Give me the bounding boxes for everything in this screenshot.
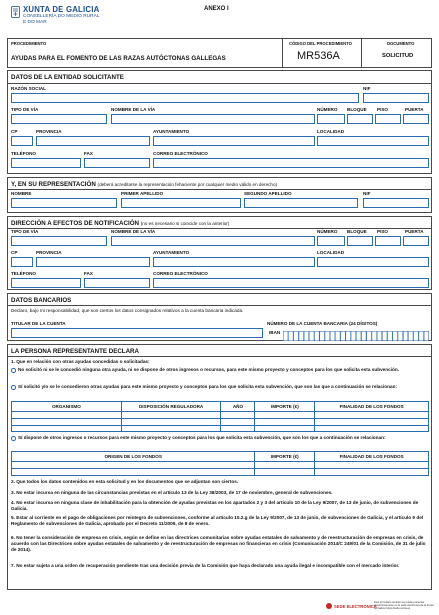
iban-field[interactable] xyxy=(283,328,429,338)
org-name: XUNTA DE GALICIA xyxy=(23,5,100,14)
iban-digit-cell[interactable] xyxy=(367,331,372,340)
aid-col-ano: AÑO xyxy=(221,402,255,412)
representative-title xyxy=(11,182,277,188)
telefono-label: TELÉFONO xyxy=(11,151,37,156)
footer-sede: SEDE ELECTRÓNICA xyxy=(334,604,377,609)
footer-note: Este formulario también se puede presentar electrónicamente en la sede electrónica de la Xunta de Galicia https://sede.xunta.es xyxy=(374,601,434,611)
notif-bloque-label: BLOQUE xyxy=(347,229,367,234)
funds-col-finalidad: FINALIDAD DE LOS FONDOS xyxy=(315,452,429,462)
iban-digit-cell[interactable] xyxy=(341,331,346,340)
rep-apellido1-field[interactable] xyxy=(121,198,241,208)
rep-apellido1-label: PRIMER APELLIDO xyxy=(121,191,164,196)
tipo-via-label: TIPO DE VÍA xyxy=(11,107,39,112)
titular-field[interactable] xyxy=(11,328,263,338)
decl-item1: 1. Que en relación con otras ayudas concedidas o solicitadas: xyxy=(11,359,150,364)
razon-social-field[interactable] xyxy=(11,93,359,103)
opt-yes-text: Sí solicitó y/o se le concedieron otras ayudas para este mismo proyecto y conceptos para los que solicita esta subvención, que son las que a continuación se relacionan: xyxy=(18,384,398,389)
iban-digit-cell[interactable] xyxy=(315,331,320,340)
notif-ayuntamiento-label: AYUNTAMIENTO xyxy=(153,250,190,255)
piso-field[interactable] xyxy=(375,114,401,124)
iban-digit-cell[interactable] xyxy=(362,331,367,340)
rep-apellido2-label: SEGUNDO APELLIDO xyxy=(244,191,292,196)
notif-fax-label: FAX xyxy=(84,271,93,276)
xunta-logo-icon xyxy=(11,6,20,19)
bank-declaration: Declaro, bajo mi responsabilidad, que son ciertos los datos consignados relativos a la cuenta bancaria indicada. xyxy=(11,308,244,313)
table-row[interactable] xyxy=(12,412,429,419)
notif-provincia-field[interactable] xyxy=(36,257,150,267)
notif-bloque-field[interactable] xyxy=(347,236,373,246)
provincia-label: PROVINCIA xyxy=(36,129,62,134)
localidad-label: LOCALIDAD xyxy=(317,129,345,134)
iban-digit-cell[interactable] xyxy=(283,331,288,340)
applicant-title: DATOS DE LA ENTIDAD SOLICITANTE xyxy=(11,74,124,81)
notif-numero-label: NÚMERO xyxy=(317,229,338,234)
opt-other-text: Sí dispone de otros ingresos o recursos para este mismo proyecto y conceptos para los que solicita esta subvención, que son los que a continuación se relacionan: xyxy=(18,435,386,440)
iban-digit-cell[interactable] xyxy=(414,331,419,340)
email-field[interactable] xyxy=(153,158,429,168)
iban-digit-cell[interactable] xyxy=(335,331,340,340)
procedure-title: AYUDAS PARA EL FOMENTO DE LAS RAZAS AUTÓCTONAS GALLEGAS xyxy=(11,55,226,62)
notification-title-text: DIRECCIÓN A EFECTOS DE NOTIFICACIÓN xyxy=(11,220,139,227)
funds-col-origen: ORIGEN DE LOS FONDOS xyxy=(12,452,255,462)
nif-field[interactable] xyxy=(363,93,429,103)
iban-digit-cell[interactable] xyxy=(403,331,408,340)
applicant-section xyxy=(7,70,432,174)
notif-telefono-field[interactable] xyxy=(11,278,81,288)
aid-col-importe: IMPORTE (€) xyxy=(255,402,315,412)
sede-icon xyxy=(326,603,332,609)
aid-col-disposicion: DISPOSICIÓN REGULADORA xyxy=(121,402,221,412)
cp-label: CP xyxy=(11,129,18,134)
iban-digit-cell[interactable] xyxy=(309,331,314,340)
email-label: CORREO ELECTRÓNICO xyxy=(153,151,208,156)
iban-digit-cell[interactable] xyxy=(304,331,309,340)
code-label: CÓDIGO DEL PROCEDIMIENTO xyxy=(289,41,352,46)
cp-field[interactable] xyxy=(11,136,33,146)
fax-field[interactable] xyxy=(84,158,150,168)
notification-note: (no es necesario si coincide con la anterior) xyxy=(140,221,230,226)
razon-social-label: RAZÓN SOCIAL xyxy=(11,86,46,91)
iban-digit-cell[interactable] xyxy=(320,331,325,340)
iban-digit-cell[interactable] xyxy=(388,331,393,340)
declaration-section xyxy=(7,344,432,590)
numero-field[interactable] xyxy=(317,114,345,124)
iban-digit-cell[interactable] xyxy=(372,331,377,340)
notif-ayuntamiento-field[interactable] xyxy=(153,257,315,267)
notif-tipo-via-label: TIPO DE VÍA xyxy=(11,229,39,234)
rep-nif-label: NIF xyxy=(363,191,371,196)
notif-puerta-label: PUERTA xyxy=(405,229,424,234)
numero-cuenta-label: NÚMERO DE LA CUENTA BANCARIA (24 DÍGITOS) xyxy=(267,321,378,326)
no-other-aid-radio[interactable] xyxy=(11,368,16,373)
iban-digit-cell[interactable] xyxy=(330,331,335,340)
titular-label: TITULAR DE LA CUENTA xyxy=(11,321,66,326)
representative-title-text: Y, EN SU REPRESENTACIÓN xyxy=(11,181,96,188)
decl-item4: 4. No estar incursa en ninguna clase de inhabilitación para la obtención de ayudas previstas en los apartados 2 y 3 del artículo 10 de la Ley 9/2007, de 13 de junio, de subvenciones de Galicia. xyxy=(11,500,419,512)
nombre-via-field[interactable] xyxy=(111,114,315,124)
notif-numero-field[interactable] xyxy=(317,236,345,246)
code-value: MR536A xyxy=(297,50,340,62)
nombre-via-label: NOMBRE DE LA VÍA xyxy=(111,107,156,112)
notif-puerta-field[interactable] xyxy=(403,236,429,246)
decl-item6: 6. No tener la consideración de empresa en crisis, según se define en las directrices comunitarias sobre ayudas estatales de salvamento y de reestructuración de empresas en crisis, de acuerdo con las Directrices sobre ayudas estatales de salvamento y de reestructuración de empresas no financieras en crisis (Comunicación 2014/C 249/01 de la Comisión, de 31 de julio de 2014). xyxy=(11,535,426,553)
iban-digit-cell[interactable] xyxy=(294,331,299,340)
notif-tipo-via-field[interactable] xyxy=(11,236,107,246)
table-row[interactable] xyxy=(12,418,429,425)
notif-piso-field[interactable] xyxy=(375,236,401,246)
other-aid-radio[interactable] xyxy=(11,385,16,390)
funds-table-header xyxy=(12,452,429,462)
notif-telefono-label: TELÉFONO xyxy=(11,271,37,276)
iban-digit-cell[interactable] xyxy=(356,331,361,340)
nif-label: NIF xyxy=(363,86,371,91)
notif-localidad-field[interactable] xyxy=(317,257,429,267)
iban-digit-cell[interactable] xyxy=(325,331,330,340)
iban-digit-cell[interactable] xyxy=(393,331,398,340)
iban-digit-cell[interactable] xyxy=(382,331,387,340)
tipo-via-field[interactable] xyxy=(11,114,107,124)
iban-digit-cell[interactable] xyxy=(289,331,294,340)
representative-note: (deberá acreditarse la representación fehaciente por cualquier medio válido en derecho) xyxy=(97,182,278,187)
doc-value: SOLICITUD xyxy=(382,53,414,59)
ayuntamiento-field[interactable] xyxy=(153,136,315,146)
procedure-label: PROCEDIMIENTO xyxy=(11,41,47,46)
opt-no-text: No solicitó ni se le concedió ninguna otra ayuda, ni se dispone de otros ingresos o recursos, para este mismo proyecto y conceptos para los que solicita esta subvención. xyxy=(18,367,400,372)
notif-email-field[interactable] xyxy=(153,278,429,288)
iban-digit-cell[interactable] xyxy=(346,331,351,340)
other-income-radio[interactable] xyxy=(11,436,16,441)
dept-line1: CONSELLERÍA DO MEDIO RURAL xyxy=(23,14,100,19)
provincia-field[interactable] xyxy=(36,136,150,146)
ayuntamiento-label: AYUNTAMIENTO xyxy=(153,129,190,134)
notif-localidad-label: LOCALIDAD xyxy=(317,250,345,255)
iban-digit-cell[interactable] xyxy=(398,331,403,340)
rep-nif-field[interactable] xyxy=(363,198,429,208)
table-row[interactable] xyxy=(12,468,429,475)
iban-digit-cell[interactable] xyxy=(351,331,356,340)
table-row[interactable] xyxy=(12,462,429,469)
iban-digit-cell[interactable] xyxy=(424,331,429,340)
aid-col-organismo: ORGANISMO xyxy=(12,402,122,412)
numero-label: NÚMERO xyxy=(317,107,338,112)
iban-digit-cell[interactable] xyxy=(408,331,413,340)
iban-label: IBAN xyxy=(269,330,281,335)
iban-digit-cell[interactable] xyxy=(419,331,424,340)
representative-section xyxy=(7,177,432,213)
bloque-field[interactable] xyxy=(347,114,373,124)
notification-section xyxy=(7,216,432,290)
notification-title xyxy=(11,221,229,227)
notif-fax-field[interactable] xyxy=(84,278,150,288)
notif-email-label: CORREO ELECTRÓNICO xyxy=(153,271,208,276)
funds-col-importe: IMPORTE (€) xyxy=(255,452,315,462)
decl-item3: 3. No estar incursa en ninguna de las circunstancias previstas en el artículo 13 de la Ley 38/2003, de 17 de noviembre, general de subvenciones. xyxy=(11,490,333,495)
aid-col-finalidad: FINALIDAD DE LOS FONDOS xyxy=(315,402,429,412)
decl-item2: 2. Que todos los datos contenidos en esta solicitud y en los documentos que se adjuntan son ciertos. xyxy=(11,479,239,484)
rep-nombre-label: NOMBRE xyxy=(11,191,32,196)
table-row[interactable] xyxy=(12,425,429,432)
notif-piso-label: PISO xyxy=(377,229,388,234)
funds-table xyxy=(11,451,429,476)
puerta-label: PUERTA xyxy=(405,107,424,112)
bank-section xyxy=(7,293,432,341)
aid-table xyxy=(11,401,429,432)
aid-table-header xyxy=(12,402,429,412)
rep-nombre-field[interactable] xyxy=(11,198,117,208)
declaration-title: LA PERSONA REPRESENTANTE DECLARA xyxy=(11,348,139,355)
doc-label: DOCUMENTO xyxy=(387,41,415,46)
bank-title: DATOS BANCARIOS xyxy=(11,297,72,304)
rep-apellido2-field[interactable] xyxy=(244,198,358,208)
bloque-label: BLOQUE xyxy=(347,107,367,112)
puerta-field[interactable] xyxy=(403,114,429,124)
annex-label: ANEXO I xyxy=(204,6,229,12)
procedure-box xyxy=(7,38,432,68)
dept-line2: E DO MAR xyxy=(23,20,47,25)
notif-provincia-label: PROVINCIA xyxy=(36,250,62,255)
notif-cp-label: CP xyxy=(11,250,18,255)
iban-digit-cell[interactable] xyxy=(377,331,382,340)
localidad-field[interactable] xyxy=(317,136,429,146)
notif-nombre-via-label: NOMBRE DE LA VÍA xyxy=(111,229,156,234)
decl-item7: 7. No estar sujeta a una orden de recuperación pendiente tras una decisión previa de la Comisión que haya declarado una ayuda ilegal e incompatible con el mercado interior. xyxy=(11,563,400,568)
iban-digit-cell[interactable] xyxy=(299,331,304,340)
notif-nombre-via-field[interactable] xyxy=(111,236,315,246)
piso-label: PISO xyxy=(377,107,388,112)
notif-cp-field[interactable] xyxy=(11,257,33,267)
decl-item5: 5. Estar al corriente en el pago de obligaciones por reintegro de subvenciones, conforme al artículo 10.2.g de la Ley 9/2007, de 13 de junio, de subvenciones de Galicia, y el artículo 9 del Reglamento de subvenciones de Galicia, aprobado por el Decreto 11/2009, de 8 de enero. xyxy=(11,515,424,527)
fax-label: FAX xyxy=(84,151,93,156)
telefono-field[interactable] xyxy=(11,158,81,168)
